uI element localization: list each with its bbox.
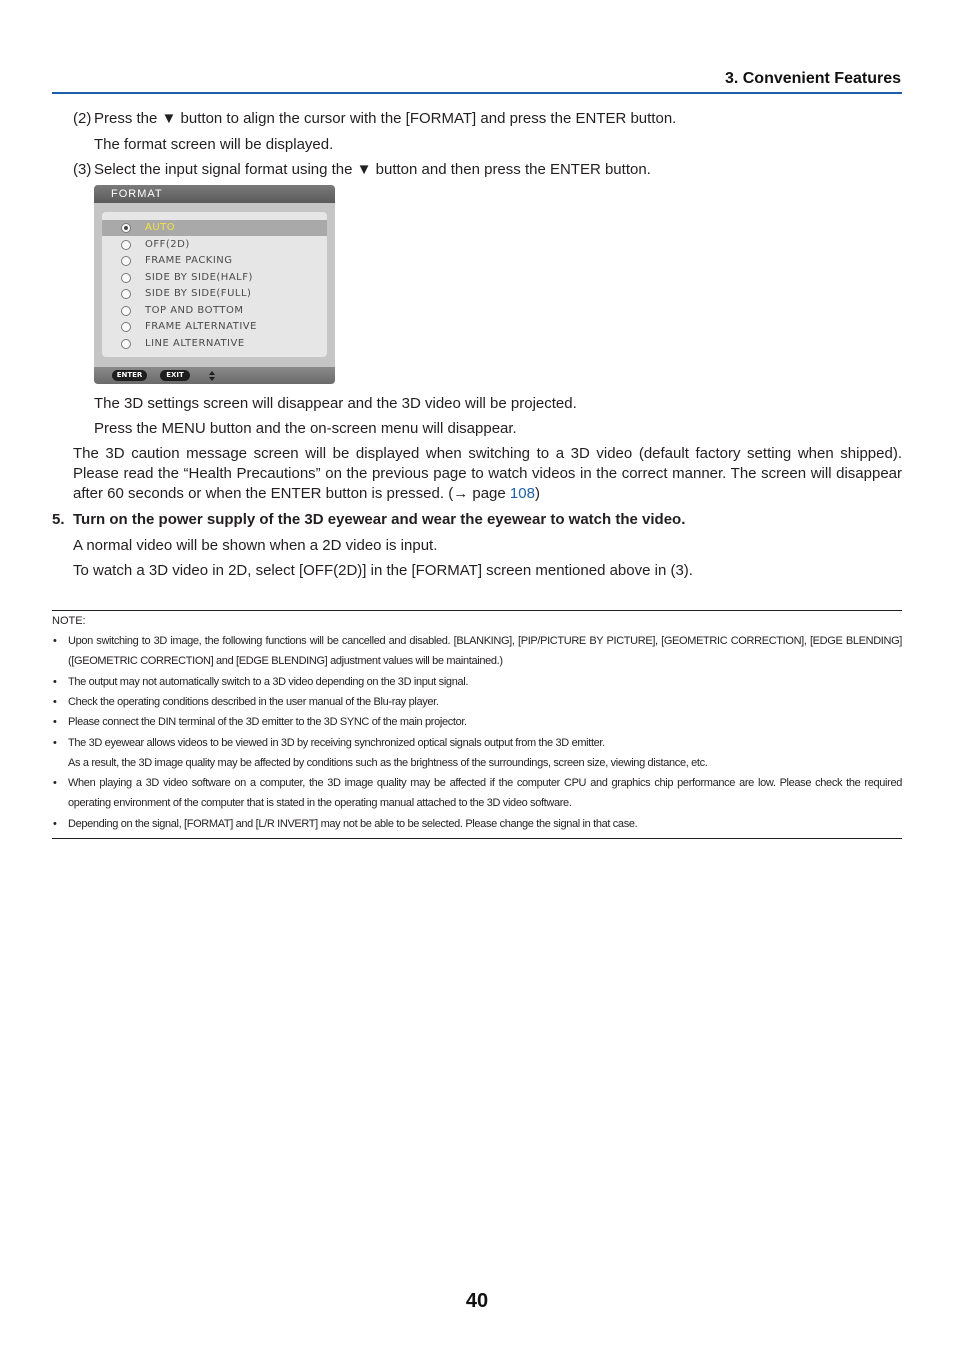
note-item: Depending on the signal, [FORMAT] and [L/R INVERT] may not be able to be selected. Please change the signal in that case.	[68, 818, 638, 830]
format-option-side-by-side-half[interactable]	[102, 270, 327, 286]
note-bottom-rule	[52, 838, 902, 839]
radio-empty-icon	[121, 289, 131, 299]
format-screen-footer	[94, 367, 335, 384]
format-option-auto[interactable]	[102, 220, 327, 236]
caution-paragraph	[73, 444, 902, 504]
bullet-icon: •	[53, 777, 57, 789]
note-item: Upon switching to 3D image, the following functions will be cancelled and disabled. [BLANKING], [PIP/PICTURE BY PICTURE], [GEOMETRIC CORRECTION], [EDGE BLENDING] ([GEOMETRIC CORRECTION] and [EDGE BLENDING] adjustment values will be maintained.)	[68, 635, 902, 667]
bullet-icon: •	[53, 818, 57, 830]
radio-empty-icon	[121, 256, 131, 266]
note-item: The output may not automatically switch to a 3D video depending on the 3D input signal.	[68, 676, 469, 688]
bullet-icon: •	[53, 676, 57, 688]
page-number: 40	[465, 1290, 489, 1312]
step-2-instruction: Press the ▼ button to align the cursor with the [FORMAT] and press the ENTER button.	[94, 110, 677, 127]
format-option-label: SIDE BY SIDE(FULL)	[145, 288, 252, 299]
header-rule	[52, 92, 902, 94]
step-2-result: The format screen will be displayed.	[94, 136, 334, 153]
radio-empty-icon	[121, 273, 131, 283]
step-2-number: (2)	[73, 110, 92, 127]
note-item-continuation: As a result, the 3D image quality may be affected by conditions such as the brightness of the surroundings, screen size, viewing distance, etc.	[68, 757, 708, 769]
step-3-number: (3)	[73, 161, 92, 178]
section-title: 3. Convenient Features	[724, 70, 901, 87]
note-item: Please connect the DIN terminal of the 3D emitter to the 3D SYNC of the main projector.	[68, 716, 467, 728]
format-screen-title: FORMAT	[111, 188, 163, 200]
bullet-icon: •	[53, 635, 57, 647]
format-option-label: SIDE BY SIDE(HALF)	[145, 271, 253, 283]
exit-key-button[interactable]: EXIT	[160, 370, 190, 381]
menu-button-text: Press the MENU button and the on-screen menu will disappear.	[94, 420, 517, 437]
format-option-label: LINE ALTERNATIVE	[145, 337, 245, 349]
format-screen-title-bar	[94, 185, 335, 203]
radio-empty-icon	[121, 240, 131, 250]
bullet-icon: •	[53, 696, 57, 708]
format-option-frame-packing[interactable]	[102, 253, 327, 269]
note-item: When playing a 3D video software on a computer, the 3D image quality may be affected if the computer CPU and graphics chip performance are low. Please check the required operating environment of the computer that is stated in the operating manual attached to the 3D video software.	[68, 777, 902, 809]
step-3-instruction: Select the input signal format using the ▼ button and then press the ENTER button.	[94, 161, 651, 178]
enter-key-button[interactable]: ENTER	[112, 370, 147, 381]
page-link[interactable]: 108	[509, 485, 535, 502]
radio-selected-icon	[121, 223, 131, 233]
format-option-label: FRAME ALTERNATIVE	[145, 321, 257, 332]
bullet-icon: •	[53, 716, 57, 728]
note-item: Check the operating conditions described in the user manual of the Blu-ray player.	[68, 696, 439, 708]
format-screen	[94, 185, 335, 384]
caution-end: )	[534, 485, 540, 502]
caution-text: The 3D caution message screen will be displayed when switching to a 3D video (default factory setting when shipped). Please read the “Health Precautions” on the previous page to watch videos in the correct manner. The screen will disappear after 60 seconds or when the ENTER button is pressed. (→ page	[73, 445, 902, 502]
up-down-arrows-icon	[208, 367, 216, 384]
note-top-rule	[52, 610, 902, 611]
radio-empty-icon	[121, 306, 131, 316]
note-label: NOTE:	[52, 615, 86, 627]
note-item: The 3D eyewear allows videos to be viewed in 3D by receiving synchronized optical signals output from the 3D emitter.	[68, 737, 605, 749]
radio-empty-icon	[121, 322, 131, 332]
format-option-off-2d[interactable]	[102, 237, 327, 253]
bullet-icon: •	[53, 737, 57, 749]
radio-empty-icon	[121, 339, 131, 349]
format-option-side-by-side-full[interactable]	[102, 286, 327, 302]
format-option-label: OFF(2D)	[145, 238, 190, 250]
format-option-label: AUTO	[145, 222, 176, 233]
format-option-label: FRAME PACKING	[145, 255, 233, 266]
step-5-line-1: A normal video will be shown when a 2D video is input.	[73, 537, 438, 554]
screen-disappear-text: The 3D settings screen will disappear and the 3D video will be projected.	[94, 395, 577, 412]
step-5-heading: Turn on the power supply of the 3D eyewear and wear the eyewear to watch the video.	[73, 511, 686, 528]
format-option-line-alternative[interactable]	[102, 336, 327, 352]
format-options-panel	[102, 212, 327, 357]
format-option-frame-alternative[interactable]	[102, 319, 327, 335]
format-option-top-and-bottom[interactable]	[102, 303, 327, 319]
format-option-label: TOP AND BOTTOM	[145, 304, 244, 316]
step-5-number: 5.	[52, 511, 65, 528]
step-5-line-2: To watch a 3D video in 2D, select [OFF(2D)] in the [FORMAT] screen mentioned above in (3).	[73, 562, 693, 579]
